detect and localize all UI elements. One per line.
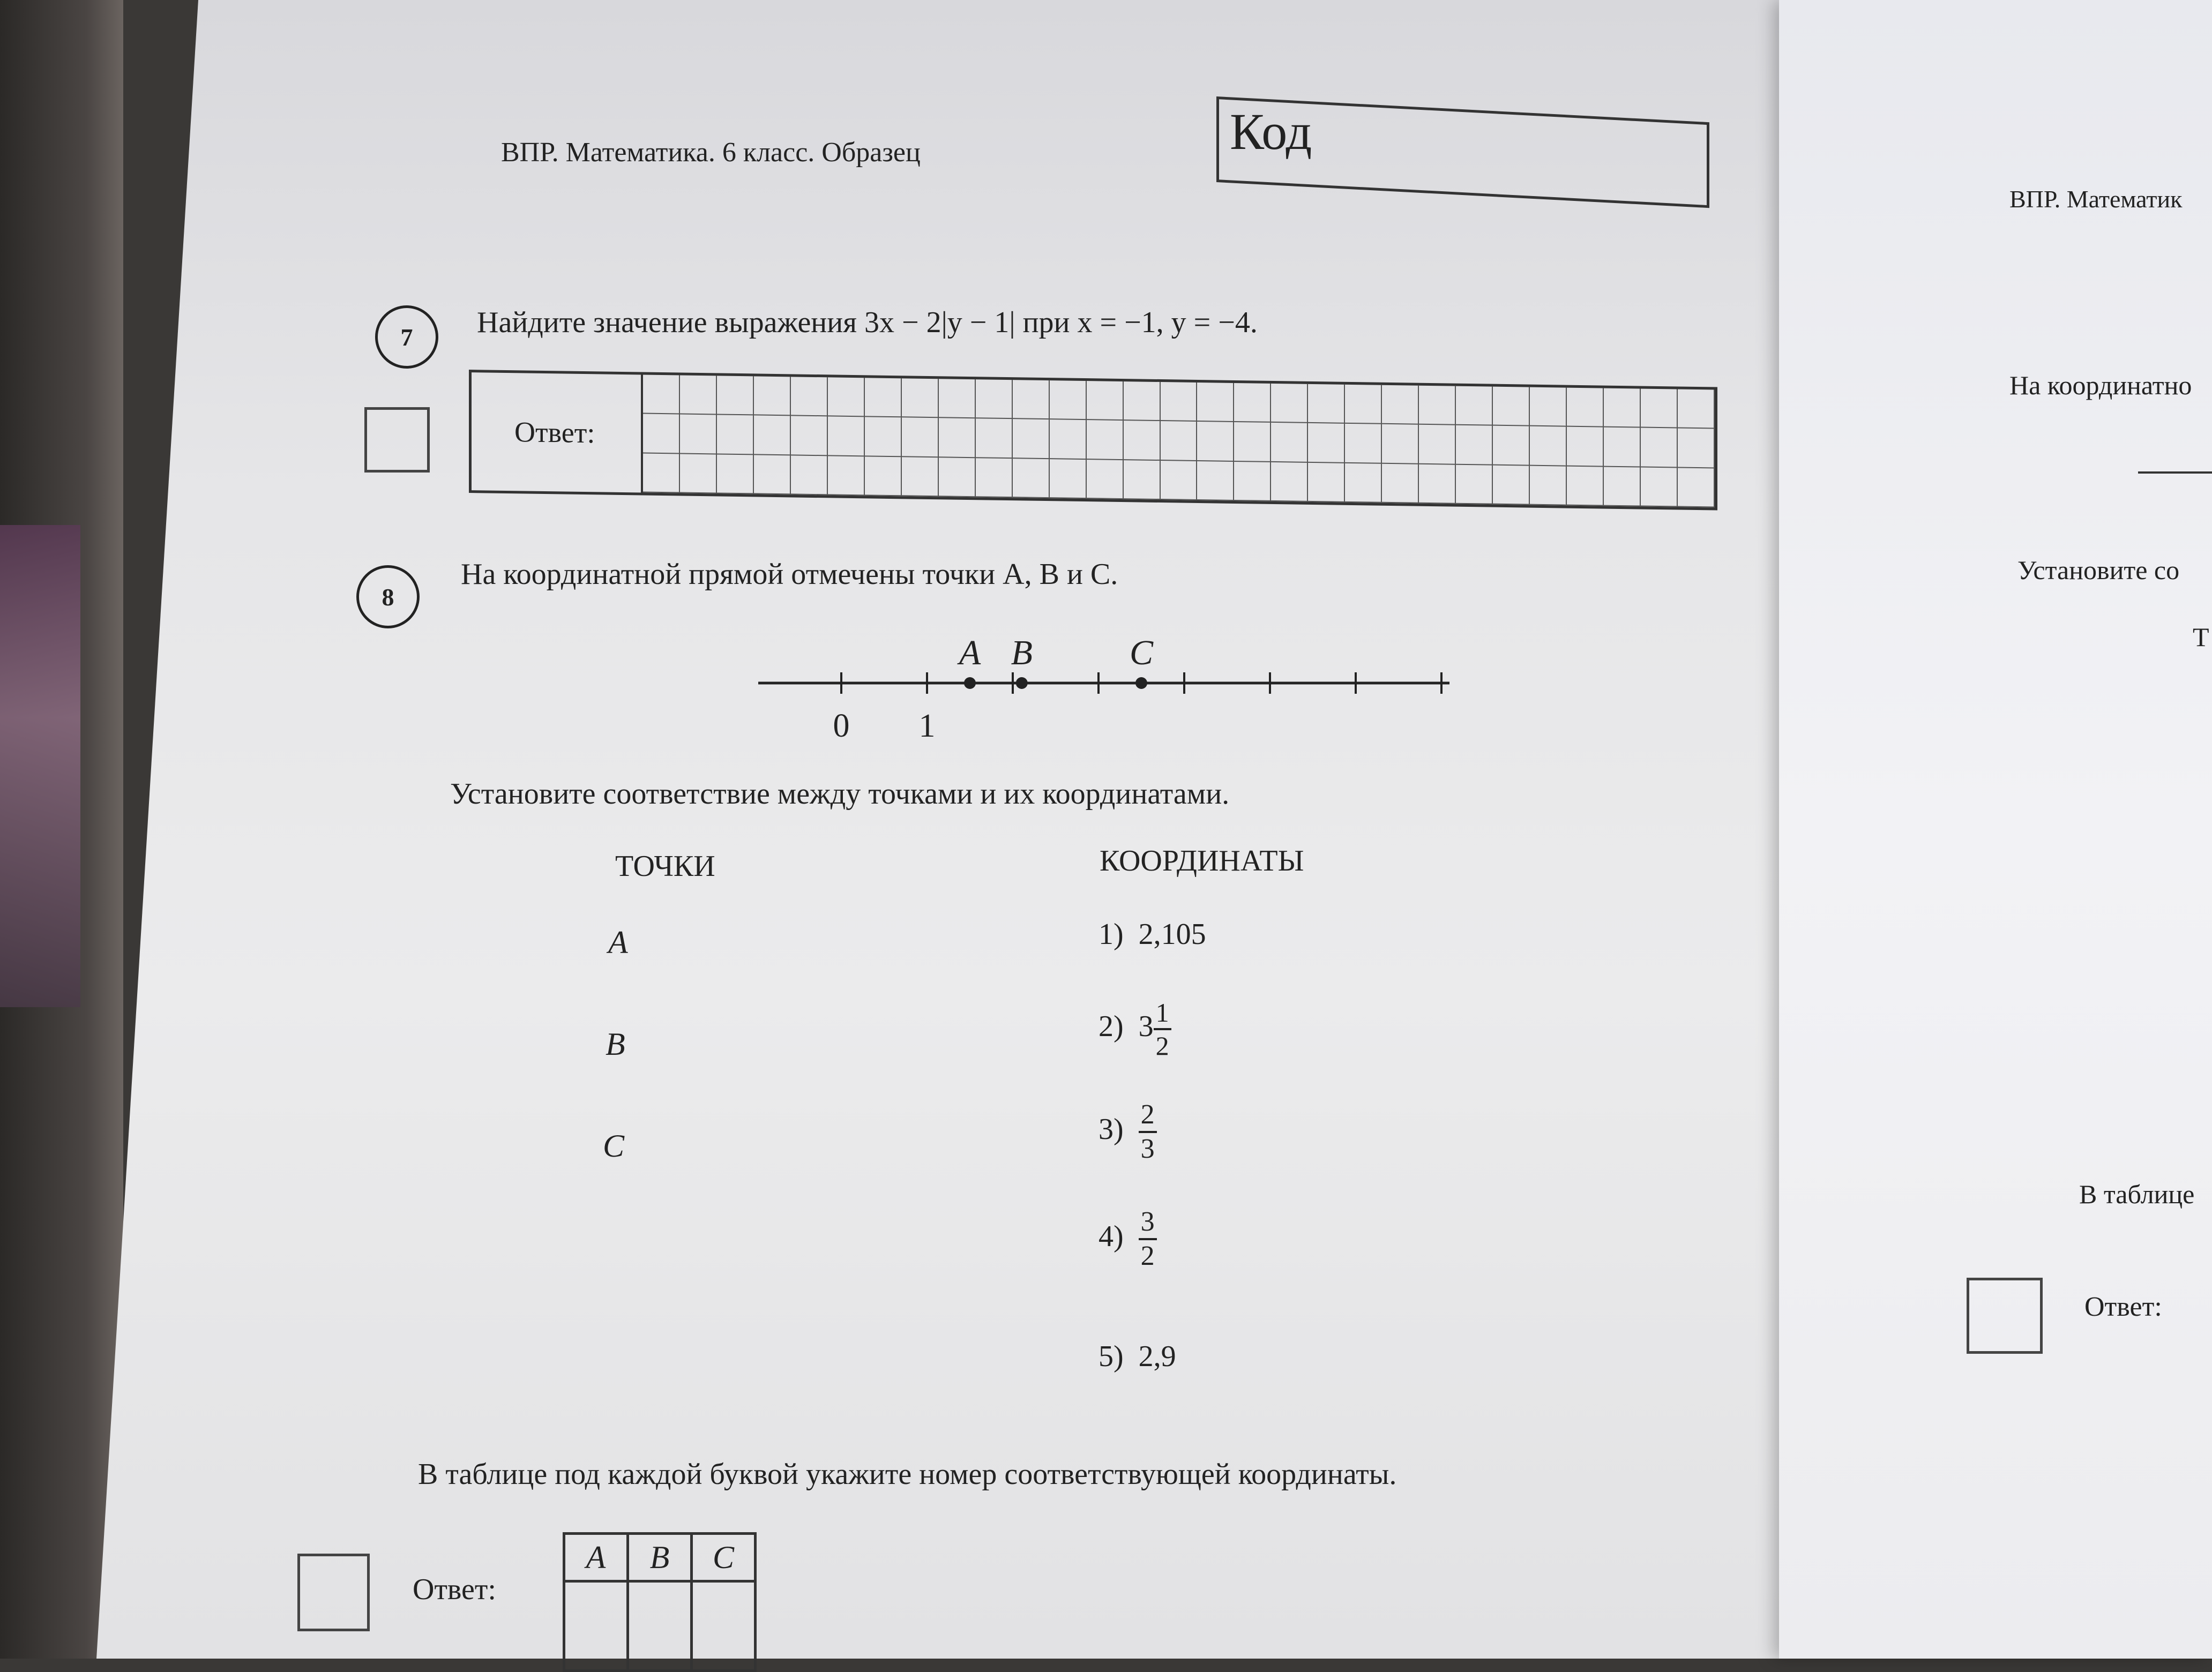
answer-cell[interactable] xyxy=(1124,421,1161,460)
fraction-denominator: 3 xyxy=(1140,1134,1155,1164)
point-label: A xyxy=(608,925,628,960)
answer-cell[interactable] xyxy=(1050,459,1087,499)
coordinate-option-1 xyxy=(1098,917,1206,951)
task-7-question: Найдите значение выражения 3x − 2|y − 1| при x = −1, y = −4. xyxy=(477,306,1258,339)
answer-cell-c[interactable] xyxy=(692,1581,756,1671)
score-box[interactable] xyxy=(1967,1278,2043,1354)
fabric-background xyxy=(0,525,80,1007)
answer-cell[interactable] xyxy=(1641,389,1678,429)
fraction-numerator: 1 xyxy=(1154,999,1171,1030)
answer-cell[interactable] xyxy=(1678,468,1715,507)
task-8-number: 8 xyxy=(356,565,420,628)
worksheet-page xyxy=(80,0,1838,1659)
column-header-points: ТОЧКИ xyxy=(615,850,715,883)
next-page xyxy=(1779,0,2212,1659)
number-line-point-label: C xyxy=(1129,633,1154,672)
option-number: 3) xyxy=(1098,1112,1124,1146)
option-fraction xyxy=(1139,1208,1157,1270)
answer-cell[interactable] xyxy=(1345,463,1382,503)
answer-cell[interactable] xyxy=(791,455,828,495)
answer-cell[interactable] xyxy=(1456,464,1493,504)
answer-cell[interactable] xyxy=(1382,424,1419,464)
answer-cell[interactable] xyxy=(1234,422,1271,462)
desk-background xyxy=(0,0,123,1659)
task-8-intro: На координатной прямой отмечены точки A, B и C. xyxy=(461,558,1118,591)
number-line-point-label: A xyxy=(959,633,981,672)
answer-cell[interactable] xyxy=(791,377,828,416)
answer-cell[interactable] xyxy=(680,376,717,415)
number-line xyxy=(750,611,1458,761)
coordinate-option-3 xyxy=(1098,1101,1157,1163)
answer-cell[interactable] xyxy=(902,378,939,418)
answer-cell[interactable] xyxy=(1678,429,1715,468)
answer-cell[interactable] xyxy=(902,418,939,458)
coordinate-option-2 xyxy=(1098,999,1171,1059)
option-fraction xyxy=(1139,1101,1157,1163)
answer-cell[interactable] xyxy=(1308,423,1345,463)
answer-cell[interactable] xyxy=(1456,425,1493,465)
answer-cell[interactable] xyxy=(643,453,680,493)
answer-cell[interactable] xyxy=(754,416,791,455)
right-page-fragment: Т xyxy=(2193,622,2209,652)
answer-cell[interactable] xyxy=(865,456,902,496)
number-line-tick-label: 0 xyxy=(833,708,850,744)
answer-cell[interactable] xyxy=(1567,466,1604,506)
number-line-point xyxy=(1016,677,1028,689)
answer-cell[interactable] xyxy=(939,418,976,458)
answer-cell[interactable] xyxy=(1197,461,1234,501)
answer-cell[interactable] xyxy=(865,378,902,417)
answer-cell[interactable] xyxy=(1641,428,1678,468)
fraction-numerator: 3 xyxy=(1139,1208,1157,1240)
answer-cell[interactable] xyxy=(643,414,680,454)
right-page-line: На координатно xyxy=(2009,370,2192,400)
answer-cell[interactable] xyxy=(1345,424,1382,463)
task-8-answer-label: Ответ: xyxy=(413,1573,496,1606)
fraction-denominator: 2 xyxy=(1155,1031,1169,1061)
answer-cell-b[interactable] xyxy=(628,1581,692,1671)
number-line-point-label: B xyxy=(1011,633,1033,672)
answer-cell[interactable] xyxy=(1197,383,1234,422)
code-label: Код xyxy=(1230,103,1312,160)
answer-cell[interactable] xyxy=(939,458,976,497)
answer-cell[interactable] xyxy=(976,458,1013,498)
answer-cell[interactable] xyxy=(1124,460,1161,500)
answer-cell[interactable] xyxy=(1604,428,1641,467)
answer-cell[interactable] xyxy=(1419,464,1456,504)
answer-cell[interactable] xyxy=(717,415,754,455)
right-page-header: ВПР. Математик xyxy=(2009,185,2183,213)
answer-cell[interactable] xyxy=(1308,463,1345,503)
right-page-number-line xyxy=(2138,471,2212,474)
answer-cell[interactable] xyxy=(754,376,791,416)
task-7-score-box[interactable] xyxy=(364,407,430,473)
coordinate-option-4 xyxy=(1098,1208,1157,1270)
answer-cell[interactable] xyxy=(1345,385,1382,424)
answer-cell[interactable] xyxy=(976,379,1013,419)
answer-cell[interactable] xyxy=(1271,462,1308,502)
answer-cell[interactable] xyxy=(828,377,865,417)
answer-cell[interactable] xyxy=(1419,386,1456,425)
task-7-answer-label: Ответ: xyxy=(472,372,643,492)
task-8-score-box[interactable] xyxy=(297,1554,370,1631)
answer-cell[interactable] xyxy=(1271,423,1308,462)
point-label: C xyxy=(603,1128,625,1164)
option-number: 2) xyxy=(1098,1009,1124,1043)
right-page-line: В таблице xyxy=(2079,1179,2195,1209)
answer-cell[interactable] xyxy=(1013,459,1050,498)
option-whole: 3 xyxy=(1138,1009,1154,1043)
task-8-answer-table[interactable] xyxy=(563,1532,757,1672)
answer-cell-a[interactable] xyxy=(564,1581,628,1671)
point-label: B xyxy=(606,1026,625,1062)
answer-cell[interactable] xyxy=(791,416,828,456)
answer-cell[interactable] xyxy=(717,454,754,494)
option-number: 1) xyxy=(1098,918,1124,951)
right-page-answer-label: Ответ: xyxy=(2084,1292,2162,1322)
answer-cell[interactable] xyxy=(1050,380,1087,420)
answer-cell[interactable] xyxy=(939,379,976,418)
answer-cell[interactable] xyxy=(1493,426,1530,466)
answer-cell[interactable] xyxy=(1530,466,1567,505)
answer-cell[interactable] xyxy=(1013,419,1050,459)
answer-cell[interactable] xyxy=(680,415,717,454)
option-number: 4) xyxy=(1098,1219,1124,1253)
fraction-denominator: 2 xyxy=(1140,1241,1155,1271)
answer-cell[interactable] xyxy=(865,417,902,457)
task-8-table-instruction: В таблице под каждой буквой укажите номер соответствующей координаты. xyxy=(418,1458,1397,1491)
answer-cell[interactable] xyxy=(1087,460,1124,499)
option-value: 2,9 xyxy=(1138,1340,1176,1373)
answer-cell[interactable] xyxy=(1161,461,1198,500)
option-fraction xyxy=(1154,999,1171,1059)
answer-cell[interactable] xyxy=(1641,467,1678,507)
header-title: ВПР. Математика. 6 класс. Образец xyxy=(501,137,921,168)
answer-cell[interactable] xyxy=(1382,463,1419,503)
answer-cell[interactable] xyxy=(1013,380,1050,419)
answer-cell[interactable] xyxy=(1530,387,1567,427)
answer-cell[interactable] xyxy=(1161,421,1198,461)
answer-cell[interactable] xyxy=(1050,419,1087,459)
answer-cell[interactable] xyxy=(1604,467,1641,506)
answer-cell[interactable] xyxy=(1493,387,1530,426)
answer-cell[interactable] xyxy=(754,455,791,494)
task-7-answer-grid[interactable] xyxy=(643,375,1715,508)
number-line-tick-label: 1 xyxy=(918,708,936,744)
table-header-a: A xyxy=(564,1534,628,1581)
task-7-number: 7 xyxy=(375,305,438,369)
option-number: 5) xyxy=(1098,1340,1124,1373)
answer-cell[interactable] xyxy=(1567,427,1604,467)
table-header-c: C xyxy=(692,1534,756,1581)
answer-cell[interactable] xyxy=(976,419,1013,459)
answer-cell[interactable] xyxy=(717,376,754,415)
answer-cell[interactable] xyxy=(1604,388,1641,428)
answer-cell[interactable] xyxy=(1234,383,1271,423)
answer-cell[interactable] xyxy=(680,454,717,493)
answer-cell[interactable] xyxy=(1678,389,1715,429)
answer-cell[interactable] xyxy=(1493,465,1530,505)
answer-cell[interactable] xyxy=(1530,426,1567,466)
answer-cell[interactable] xyxy=(1087,420,1124,460)
answer-cell[interactable] xyxy=(643,375,680,415)
column-header-coordinates: КООРДИНАТЫ xyxy=(1100,844,1304,878)
option-value: 2,105 xyxy=(1138,918,1206,951)
answer-cell[interactable] xyxy=(1124,381,1161,421)
answer-cell[interactable] xyxy=(1234,462,1271,501)
answer-cell[interactable] xyxy=(902,457,939,497)
right-page-line: Установите со xyxy=(2017,555,2180,585)
answer-cell[interactable] xyxy=(1197,422,1234,461)
task-7-answer-box[interactable] xyxy=(469,370,1717,511)
answer-cell[interactable] xyxy=(1382,385,1419,425)
fraction-numerator: 2 xyxy=(1139,1101,1157,1133)
answer-cell[interactable] xyxy=(1308,384,1345,424)
answer-cell[interactable] xyxy=(1087,381,1124,421)
table-header-b: B xyxy=(628,1534,692,1581)
number-line-point xyxy=(964,677,976,689)
answer-cell[interactable] xyxy=(828,417,865,456)
answer-cell[interactable] xyxy=(1271,384,1308,423)
answer-cell[interactable] xyxy=(1456,386,1493,426)
answer-cell[interactable] xyxy=(1419,425,1456,464)
answer-cell[interactable] xyxy=(828,456,865,496)
answer-cell[interactable] xyxy=(1567,388,1604,428)
answer-cell[interactable] xyxy=(1161,382,1198,422)
number-line-point xyxy=(1135,677,1147,689)
task-8-instruction: Установите соответствие между точками и их координатами. xyxy=(450,777,1230,811)
coordinate-option-5 xyxy=(1098,1339,1176,1374)
